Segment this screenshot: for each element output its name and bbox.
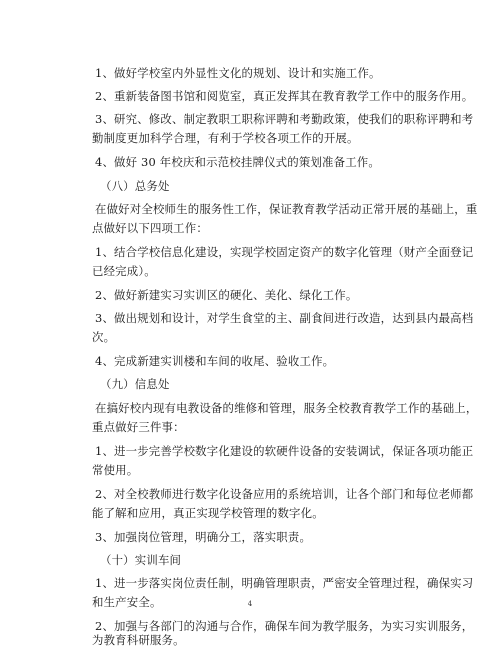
page-number: 4 xyxy=(247,600,253,608)
paragraph-line: 1、进一步完善学校数字化建设的软硬件设备的安装调试，保证各项功能正 xyxy=(95,444,474,458)
paragraph-line: 和生产安全。 xyxy=(92,595,162,609)
paragraph-line: 3、做出规划和设计，对学生食堂的主、副食间进行改造，达到县内最高档 xyxy=(95,311,474,325)
paragraph-line: 重点做好三件事： xyxy=(92,420,185,434)
paragraph-line: 3、加强岗位管理，明确分工，落实职责。 xyxy=(95,530,312,544)
paragraph-line: 常使用。 xyxy=(92,463,139,477)
paragraph-line: 1、进一步落实岗位责任制，明确管理职责，严密安全管理过程，确保实习 xyxy=(95,576,474,590)
paragraph-line: 已经完成）。 xyxy=(92,264,156,278)
paragraph-line: 2、加强与各部门的沟通与合作，确保车间为教学服务，为实习实训服务， xyxy=(95,619,474,633)
paragraph-line: 4、做好 30 年校庆和示范校挂牌仪式的策划准备工作。 xyxy=(95,155,380,169)
paragraph-line: 4、完成新建实训楼和车间的收尾、验收工作。 xyxy=(95,354,335,368)
section-heading: （十）实训车间 xyxy=(100,553,182,567)
paragraph-line: 为教育科研服务。 xyxy=(92,633,185,647)
paragraph-line: 次。 xyxy=(92,330,116,344)
paragraph-line: 在做好对全校师生的服务性工作，保证教育教学活动正常开展的基础上，重 xyxy=(95,202,478,216)
paragraph-line: 2、做好新建实习实训区的硬化、美化、绿化工作。 xyxy=(95,288,358,302)
paragraph-line: 在搞好校内现有电教设备的维修和管理，服务全校教育教学工作的基础上， xyxy=(95,401,478,415)
paragraph-line: 能了解和应用，真正实现学校管理的数字化。 xyxy=(92,506,324,520)
paragraph-line: 2、重新装备图书馆和阅览室，真正发挥其在教育教学工作中的服务作用。 xyxy=(95,89,474,103)
paragraph-line: 1、结合学校信息化建设，实现学校固定资产的数字化管理（财产全面登记 xyxy=(95,245,474,259)
paragraph-line: 2、对全校教师进行数字化设备应用的系统培训，让各个部门和每位老师都 xyxy=(95,487,474,501)
paragraph-line: 勤制度更加科学合理，有利于学校各项工作的开展。 xyxy=(92,131,359,145)
paragraph-line: 3、研究、修改、制定教职工职称评聘和考勤政策，使我们的职称评聘和考 xyxy=(95,112,474,126)
paragraph-line: 点做好以下四项工作： xyxy=(92,221,208,235)
section-heading: （九）信息处 xyxy=(100,377,170,391)
section-heading: （八）总务处 xyxy=(100,179,170,193)
paragraph-line: 1、做好学校室内外显性文化的规划、设计和实施工作。 xyxy=(95,66,381,80)
